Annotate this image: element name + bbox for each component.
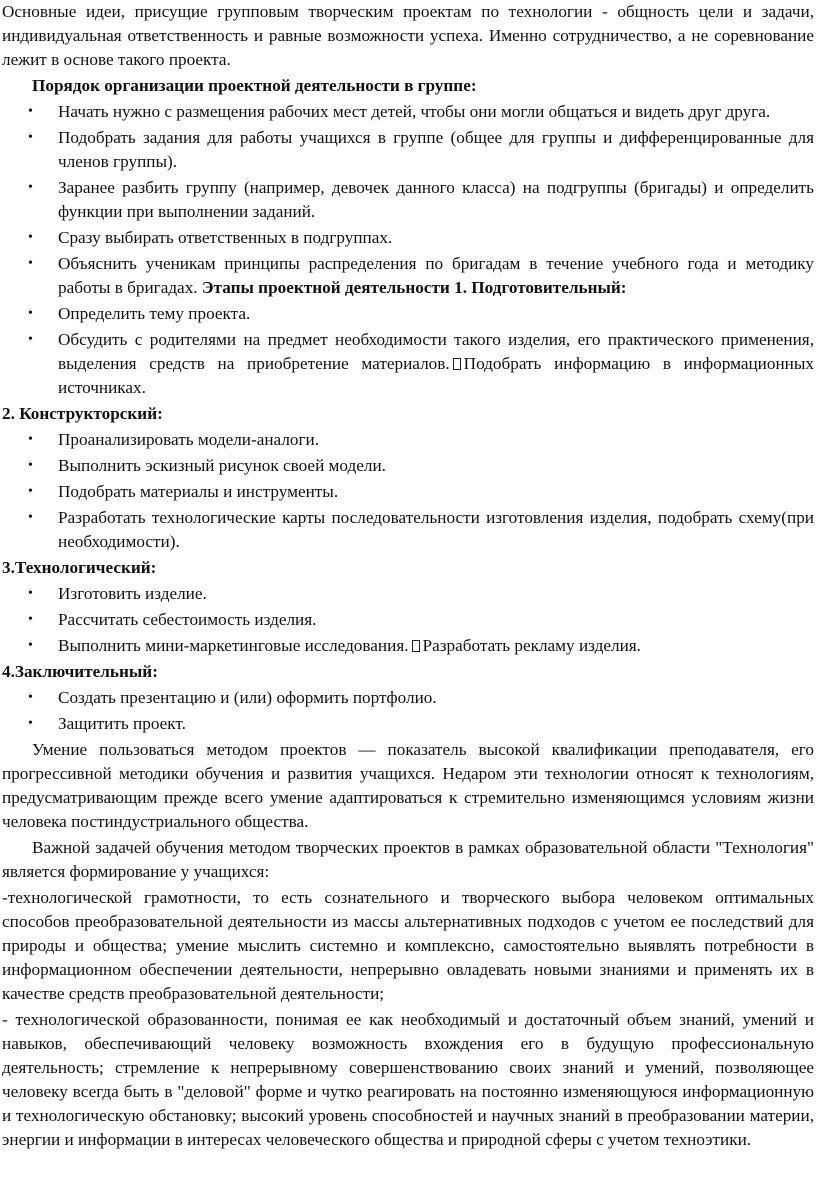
bullet-icon: •	[28, 612, 33, 627]
order-list	[2, 100, 814, 400]
bullet-icon: •	[28, 256, 33, 271]
list-item: • Объяснить ученикам принципы распределения по бригадам в течение учебного года и методику работы в бригадах. Этапы проектной деятельности 1. Подготовительный:	[28, 254, 814, 297]
stage4-list	[2, 686, 814, 736]
stage3-list	[2, 582, 814, 658]
stage3-title: 3.Технологический:	[2, 558, 157, 577]
list-item: • Разработать технологические карты последовательности изготовления изделия, подобрать схему(при необходимости).	[28, 508, 814, 551]
list-item: • Выполнить эскизный рисунок своей модели.	[2, 454, 814, 478]
missing-glyph-icon	[412, 640, 420, 652]
education-paragraph: - технологической образованности, понимая ее как необходимый и достаточный объем знаний, умений и навыков, обеспечивающий человеку возможность вхождения его в будущую профессиональную деятельность; стремление к непрерывному совершенствованию своих знаний и умений, позволяющее человеку всегда быть в "деловой" форме и чутко реагировать на постоянно изменяющуюся информационную и технологическую обстановку; высокий уровень способностей и научных знаний в преобразовании материи, энергии и информации в интересах человеческого общества и природной сферы с учетом техноэтики.	[2, 1010, 814, 1149]
list-item: • Изготовить изделие.	[2, 582, 814, 606]
literacy-paragraph: -технологической грамотности, то есть сознательного и творческого выбора человеком оптимальных способов преобразовательной деятельности из массы альтернативных подходов с учетом ее последствий для природы и общества; умение мыслить системно и комплексно, самостоятельно выявлять потребности в информационном обеспечении деятельности, непрерывно овладевать новыми знаниями и применять их в качестве средств преобразовательной деятельности;	[2, 888, 814, 1003]
list-item: • Обсудить с родителями на предмет необходимости такого изделия, его практического применения, выделения средств на приобретение материалов. Подобрать информацию в информационных источниках.	[28, 330, 815, 397]
stage4-title: 4.Заключительный:	[2, 662, 158, 681]
bullet-icon: •	[28, 510, 33, 525]
bullet-icon: •	[28, 586, 33, 601]
bullet-icon: •	[28, 306, 33, 321]
stage2-title: 2. Конструкторский:	[2, 404, 163, 423]
bullet-icon: •	[28, 332, 33, 347]
missing-glyph-icon	[453, 358, 461, 370]
list-item: • Подобрать материалы и инструменты.	[2, 480, 814, 504]
bullet-icon: •	[28, 690, 33, 705]
list-item: • Защитить проект.	[2, 712, 814, 736]
bullet-icon: •	[28, 458, 33, 473]
order-heading: Порядок организации проектной деятельности в группе:	[32, 76, 477, 95]
list-item: • Выполнить мини-маркетинговые исследования. Разработать рекламу изделия.	[2, 634, 814, 658]
methods-paragraph: Умение пользоваться методом проектов — показатель высокой квалификации преподавателя, его прогрессивной методики обучения и развития учащихся. Недаром эти технологии относят к технологиям, предусматривающим прежде всего умение адаптироваться к стремительно изменяющимся условиям жизни человека постиндустриального общества.	[2, 740, 814, 831]
bullet-icon: •	[28, 180, 33, 195]
list-item: • Проанализировать модели-аналоги.	[2, 428, 814, 452]
list-item: • Начать нужно с размещения рабочих мест детей, чтобы они могли общаться и видеть друг друга.	[2, 100, 814, 124]
list-item: • Рассчитать себестоимость изделия.	[2, 608, 814, 632]
bullet-icon: •	[28, 638, 33, 653]
bullet-icon: •	[28, 130, 33, 145]
list-item: • Создать презентацию и (или) оформить портфолио.	[2, 686, 814, 710]
stage2-list	[2, 428, 814, 554]
bullet-icon: •	[28, 432, 33, 447]
list-item: • Заранее разбить группу (например, девочек данного класса) на подгруппы (бригады) и определить функции при выполнении заданий.	[28, 178, 814, 221]
list-item: • Подобрать задания для работы учащихся в группе (общее для группы и дифференцированные для членов группы).	[28, 128, 814, 171]
bullet-icon: •	[28, 716, 33, 731]
stages-heading: Этапы проектной деятельности 1. Подготовительный:	[201, 278, 627, 297]
task-paragraph: Важной задачей обучения методом творческих проектов в рамках образовательной области "Технология" является формирование у учащихся:	[2, 838, 814, 881]
intro-paragraph: Основные идеи, присущие групповым творческим проектам по технологии - общность цели и задачи, индивидуальная ответственность и равные возможности успеха. Именно сотрудничество, а не соревнование лежит в основе такого проекта.	[2, 2, 814, 69]
list-item: • Определить тему проекта.	[2, 302, 814, 326]
bullet-icon: •	[28, 230, 33, 245]
bullet-icon: •	[28, 484, 33, 499]
list-item: • Сразу выбирать ответственных в подгруппах.	[2, 226, 814, 250]
bullet-icon: •	[28, 104, 33, 119]
